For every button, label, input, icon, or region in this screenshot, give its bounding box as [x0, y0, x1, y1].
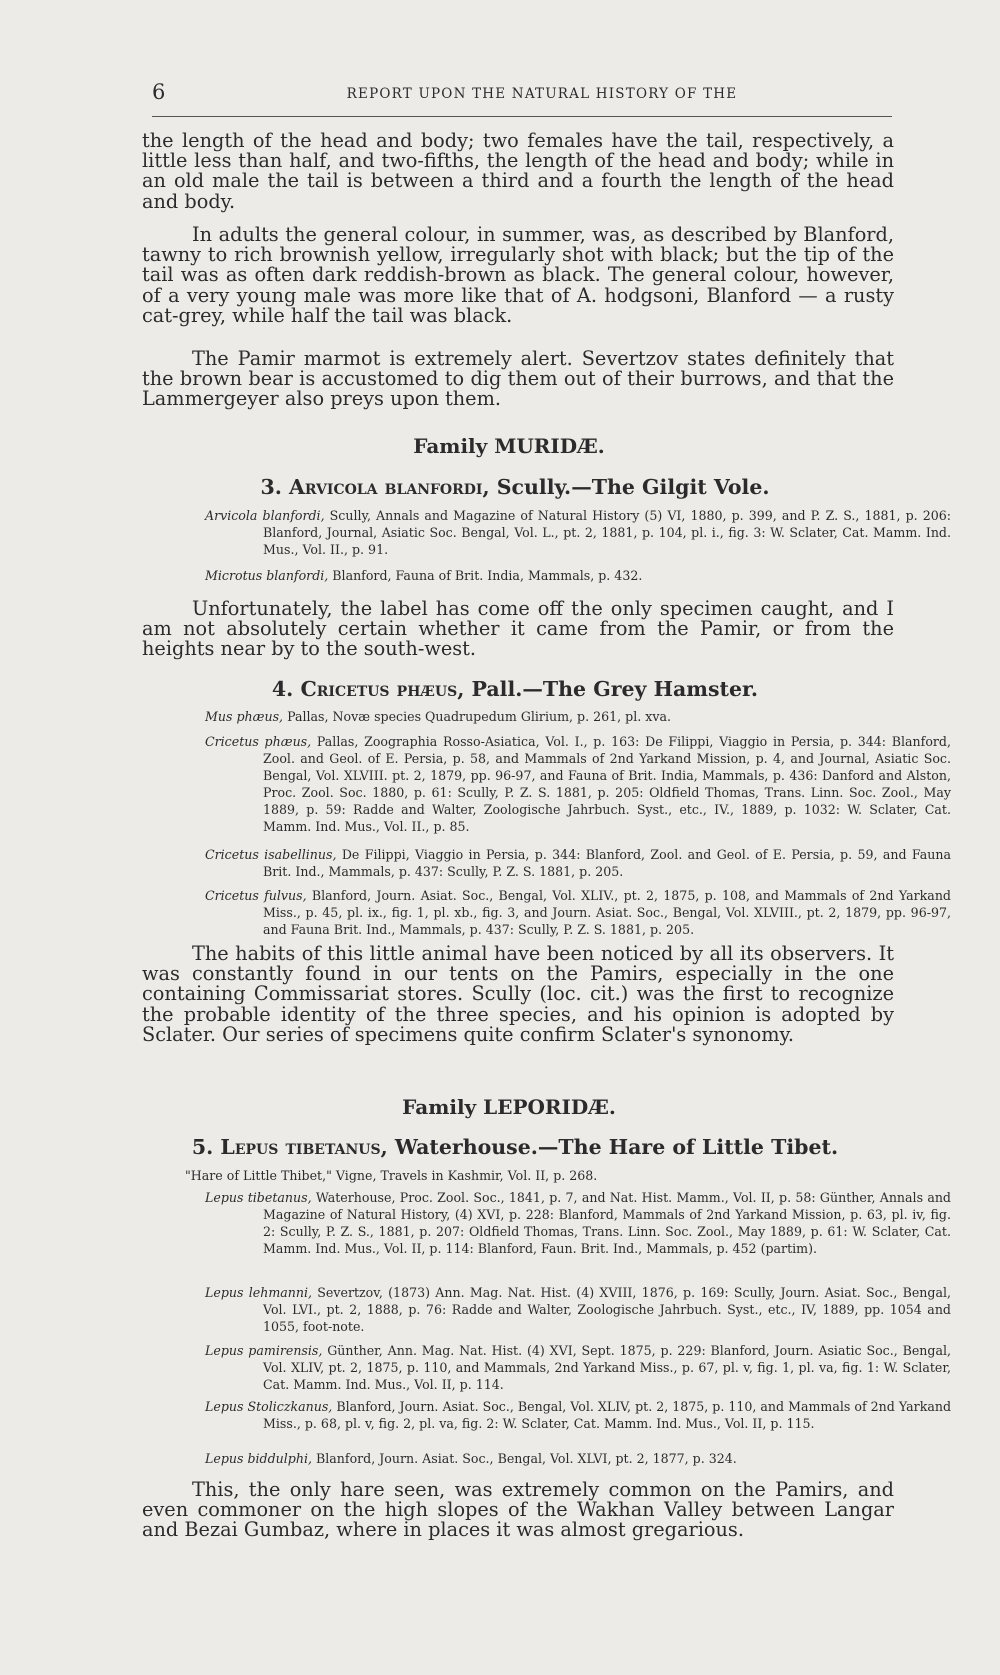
synonym-entry: [205, 1398, 951, 1432]
synonym-name: Lepus lehmanni,: [205, 1285, 313, 1300]
synonym-name: Microtus blanfordi,: [205, 568, 329, 583]
paragraph-general-colour: In adults the general colour, in summer, was, as described by Blanford, tawny to rich brownish yellow, irregularly shot with black; but the tip of the tail was as often dark reddish-brown as black. The general colour, however, of a very young male was more like that of A. hodgsoni, Blanford — a rusty cat-grey, while half the tail was black.: [142, 223, 894, 327]
synonym-name: Mus phæus,: [205, 709, 284, 724]
synonym-name: Lepus Stoliczkanus,: [205, 1399, 333, 1414]
species-authority: , Scully.—The Gilgit Vole.: [482, 475, 770, 499]
species-epithet: blanfordi: [384, 475, 483, 499]
paragraph-label-lost: Unfortunately, the label has come off the only specimen caught, and I am not absolutely certain whether it came from the Pamir, or from the heights near by to the south-west.: [142, 597, 894, 661]
synonym-name: Lepus pamirensis,: [205, 1343, 323, 1358]
synonym-name: Cricetus phæus,: [205, 734, 312, 749]
synonym-reference: Pallas, Zoographia Rosso-Asiatica, Vol. I., p. 163: De Filippi, Viaggio in Persia, p. 344: Blanford, Zool. and Geol. of E. Persia, p. 58, and Mammals of 2nd Yarkand Mission, p. 4, and Journal, Asiatic Soc. Bengal, Vol. XLVIII. pt. 2, 1879, pp. 96-97, and Fauna of Brit. India, Mammals, p. 436: Danford and Alston, Proc. Zool. Soc. 1880, p. 61: Scully, P. Z. S. 1881, p. 205: Oldfield Thomas, Trans. Linn. Soc. Zool., May 1889, p. 59: Radde and Walter, Zoologische Jahrbuch. Syst., etc., IV., 1889, p. 1032: W. Sclater, Cat. Mamm. Ind. Mus., Vol. II., p. 85.: [263, 734, 951, 834]
synonym-entry: [205, 708, 951, 725]
synonym-entry: [205, 1284, 951, 1335]
synonym-entry: [205, 887, 951, 938]
family-heading-muridae: Family MURIDÆ.: [413, 434, 605, 458]
synonym-name: Cricetus fulvus,: [205, 888, 307, 903]
species-genus: Arvicola: [289, 475, 378, 499]
synonym-reference: Severtzov, (1873) Ann. Mag. Nat. Hist. (4) XVIII, 1876, p. 169: Scully, Journ. Asiat. Soc., Bengal, Vol. LVI., pt. 2, 1888, p. 76: Radde and Walter, Zoologische Jahrbuch. Syst., etc., IV, 1889, pp. 1054 and 1055, foot-note.: [263, 1285, 952, 1334]
synonym-reference: "Hare of Little Thibet," Vigne, Travels in Kashmir, Vol. II, p. 268.: [185, 1168, 598, 1183]
species-authority: , Pall.—The Grey Hamster.: [457, 677, 759, 701]
synonym-entry: [205, 1450, 951, 1467]
synonym-reference: De Filippi, Viaggio in Persia, p. 344: Blanford, Zool. and Geol. of E. Persia, p. 59, and Fauna Brit. Ind., Mammals, p. 437: Scully, P. Z. S. 1881, p. 205.: [263, 847, 951, 879]
paragraph-tail-length: the length of the head and body; two females have the tail, respectively, a little less than half, and two-fifths, the length of the head and body; while in an old male the tail is between a third and a fourth the length of the head and body.: [142, 129, 894, 213]
paragraph-marmot-alert: The Pamir marmot is extremely alert. Severtzov states definitely that the brown bear is accustomed to dig them out of their burrows, and that the Lammergeyer also preys upon them.: [142, 347, 894, 411]
species-authority: , Waterhouse.—The Hare of Little Tibet.: [380, 1135, 839, 1159]
synonym-reference: Scully, Annals and Magazine of Natural History (5) VI, 1880, p. 399, and P. Z. S., 1881, p. 206: Blanford, Journal, Asiatic Soc. Bengal, Vol. L., pt. 2, 1881, p. 104, pl. i., fig. 3: W. Sclater, Cat. Mamm. Ind. Mus., Vol. II., p. 91.: [263, 508, 952, 557]
synonym-entry: [205, 1342, 951, 1393]
synonym-reference: Blanford, Journ. Asiat. Soc., Bengal, Vol. XLIV., pt. 2, 1875, p. 108, and Mammals of 2nd Yarkand Miss., p. 45, pl. ix., fig. 1, pl. xb., fig. 3, and Journ. Asiat. Soc., Bengal, Vol. XLVIII., pt. 2, 1879, pp. 96-97, and Fauna Brit. Ind., Mammals, p. 437: Scully, P. Z. S. 1881, p. 205.: [263, 888, 951, 937]
species-heading-lepus: [0, 1135, 1000, 1159]
synonym-name: Lepus tibetanus,: [205, 1190, 312, 1205]
synonym-entry: [205, 507, 951, 558]
synonym-name: Lepus biddulphi,: [205, 1451, 313, 1466]
synonym-entry: [205, 733, 951, 835]
species-heading-arvicola: [0, 475, 1000, 499]
synonym-entry: [205, 567, 951, 584]
synonym-reference: Günther, Ann. Mag. Nat. Hist. (4) XVI, Sept. 1875, p. 229: Blanford, Journ. Asiatic Soc., Bengal, Vol. XLIV, pt. 2, 1875, p. 110, and Mammals, 2nd Yarkand Miss., p. 67, pl. v, fig. 1, pl. va, fig. 1: W. Sclater, Cat. Mamm. Ind. Mus., Vol. II, p. 114.: [263, 1343, 951, 1392]
species-number: 5.: [191, 1135, 214, 1159]
synonym-entry: [185, 1167, 951, 1184]
species-epithet: phæus: [396, 677, 458, 701]
running-title: REPORT UPON THE NATURAL HISTORY OF THE: [346, 86, 738, 102]
species-number: 4.: [271, 677, 294, 701]
synonym-reference: Pallas, Novæ species Quadrupedum Glirium, p. 261, pl. xva.: [283, 709, 671, 724]
synonym-reference: Blanford, Fauna of Brit. India, Mammals, p. 432.: [328, 568, 643, 583]
paragraph-hare-common: This, the only hare seen, was extremely common on the Pamirs, and even commoner on the high slopes of the Wakhan Valley between Langar and Bezai Gumbaz, where in places it was almost gregarious.: [142, 1478, 894, 1542]
species-epithet: tibetanus: [285, 1135, 381, 1159]
species-number: 3.: [260, 475, 282, 499]
family-heading-leporidae: Family LEPORIDÆ.: [402, 1095, 616, 1119]
synonym-entry: [205, 846, 951, 880]
synonym-reference: Blanford, Journ. Asiat. Soc., Bengal, Vol. XLVI, pt. 2, 1877, p. 324.: [312, 1451, 737, 1466]
species-genus: Cricetus: [300, 677, 390, 701]
synonym-name: Arvicola blanfordi,: [205, 508, 325, 523]
page-header: [152, 80, 892, 117]
synonym-name: Cricetus isabellinus,: [205, 847, 337, 862]
species-genus: Lepus: [220, 1135, 279, 1159]
synonym-entry: [205, 1189, 951, 1257]
paragraph-hamster-habits: The habits of this little animal have been noticed by all its observers. It was constantly found in our tents on the Pamirs, especially in the one containing Commissariat stores. Scully (loc. cit.) was the first to recognize the probable identity of the three species, and his opinion is adopted by Sclater. Our series of specimens quite confirm Sclater's synonomy.: [142, 942, 894, 1046]
synonym-reference: Waterhouse, Proc. Zool. Soc., 1841, p. 7, and Nat. Hist. Mamm., Vol. II, p. 58: Günther, Annals and Magazine of Natural History, (4) XVI, p. 228: Blanford, Mammals of 2nd Yarkand Mission, p. 63, pl. iv, fig. 2: Scully, P. Z. S., 1881, p. 207: Oldfield Thomas, Trans. Linn. Soc. Zool., May 1889, p. 61: W. Sclater, Cat. Mamm. Ind. Mus., Vol. II, p. 114: Blanford, Faun. Brit. Ind., Mammals, p. 452 (partim).: [263, 1190, 951, 1256]
synonym-reference: Blanford, Journ. Asiat. Soc., Bengal, Vol. XLIV, pt. 2, 1875, p. 110, and Mammals of 2nd Yarkand Miss., p. 68, pl. v, fig. 2, pl. va, fig. 2: W. Sclater, Cat. Mamm. Ind. Mus., Vol. II, p. 115.: [263, 1399, 952, 1431]
species-heading-cricetus: [0, 677, 1000, 701]
page-number: 6: [152, 80, 166, 104]
